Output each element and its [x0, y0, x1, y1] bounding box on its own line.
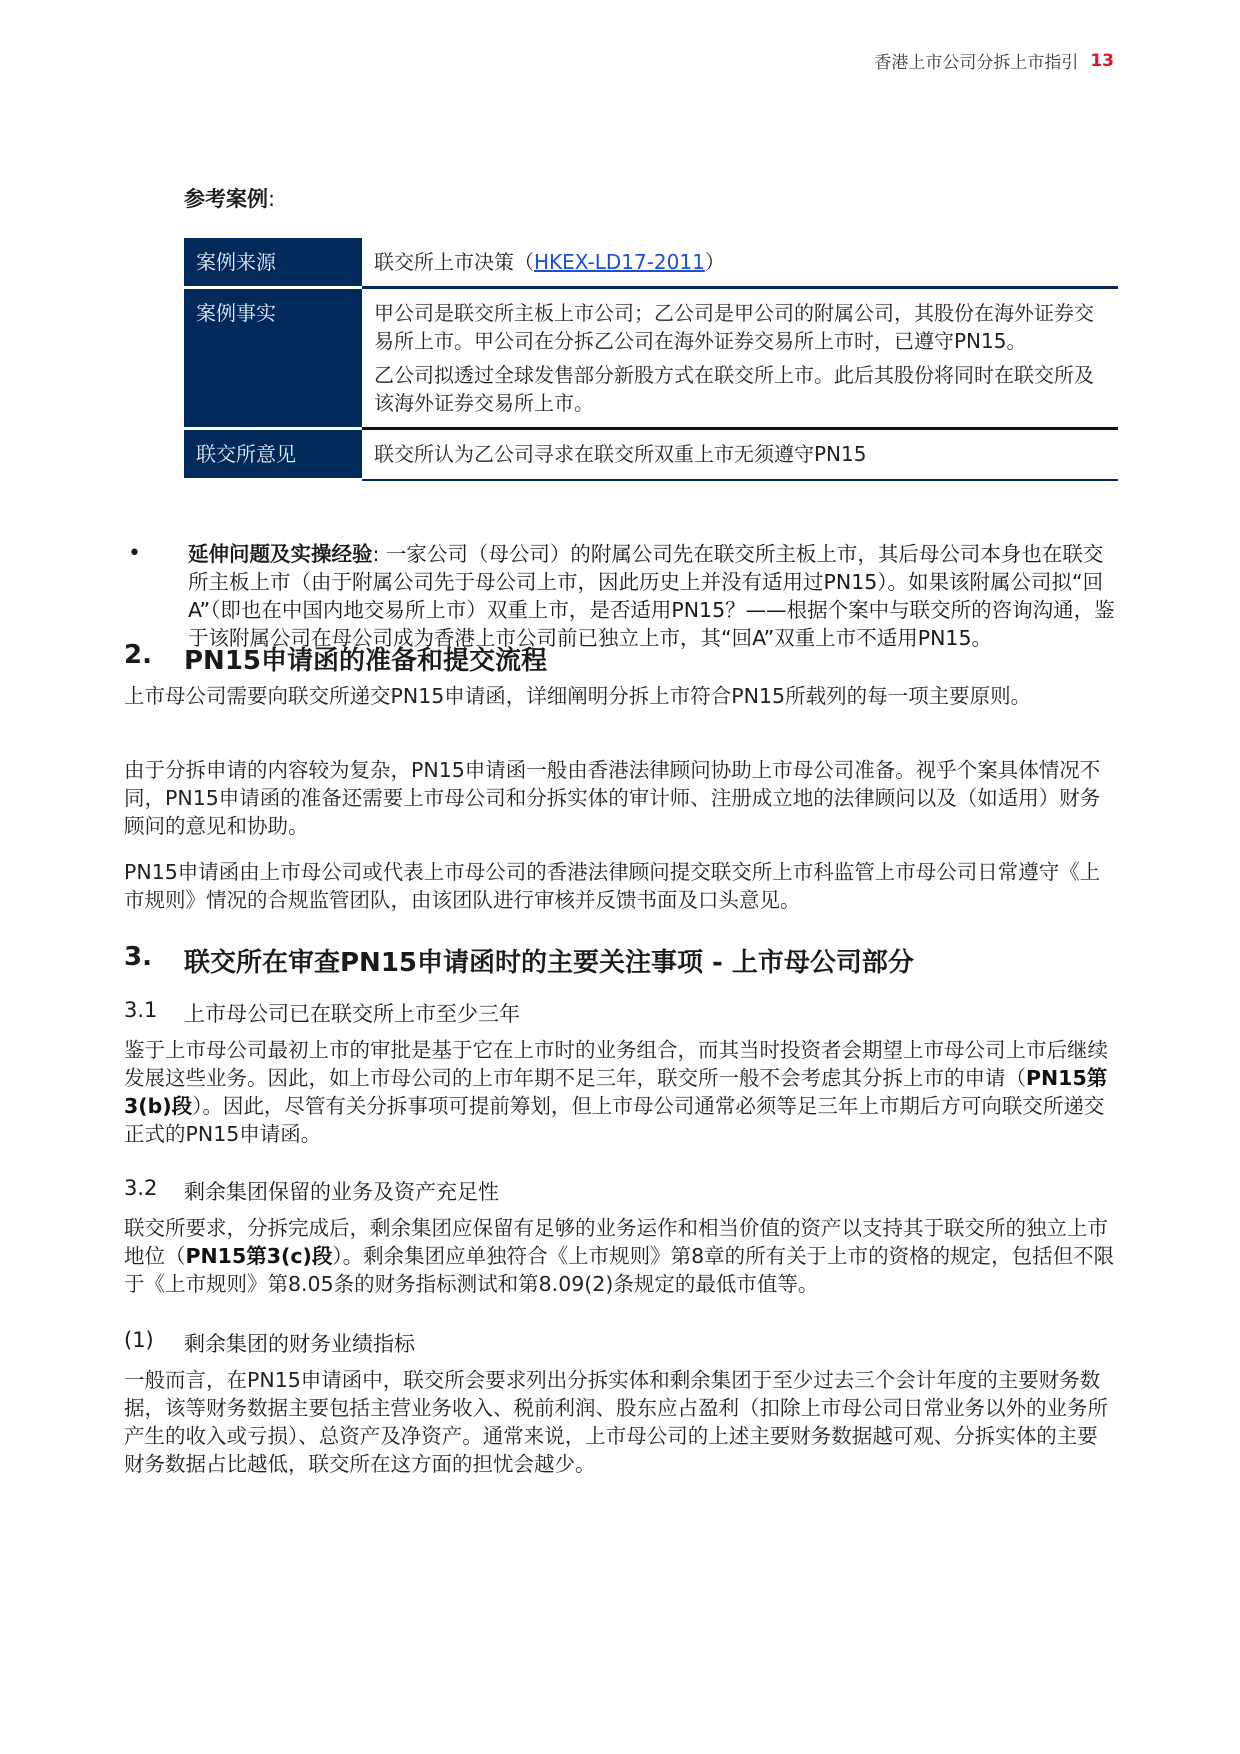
- section-heading-2: [124, 640, 547, 677]
- source-text: 联交所上市决策（: [374, 250, 534, 274]
- section-title: PN15申请函的准备和提交流程: [184, 646, 547, 676]
- section-title: 联交所在审查PN15申请函时的主要关注事项 - 上市母公司部分: [184, 948, 914, 978]
- bullet-item: [124, 540, 1118, 652]
- row-value-facts: [362, 288, 1118, 429]
- subsection-heading-3-2: [124, 1176, 499, 1206]
- page-number: 13: [1090, 50, 1114, 71]
- table-row: [184, 238, 1118, 288]
- case-reference-link[interactable]: HKEX-LD17-2011: [534, 250, 705, 274]
- row-value-opinion: 联交所认为乙公司寻求在联交所双重上市无须遵守PN15: [362, 429, 1118, 480]
- subsection-3-1-paragraph: [124, 1036, 1118, 1148]
- row-label-opinion: 联交所意见: [184, 429, 362, 480]
- item-heading-1: [124, 1328, 415, 1358]
- facts-paragraph: 乙公司拟透过全球发售部分新股方式在联交所上市。此后其股份将同时在联交所及该海外证券交易所上市。: [374, 363, 1094, 415]
- table-row: [184, 288, 1118, 429]
- row-value-source: [362, 238, 1118, 288]
- paragraph-bold-ref: PN15第3(b)段: [124, 1066, 1108, 1118]
- paragraph-text: ）。剩余集团应单独符合《上市规则》第8章的所有关于上市的资格的规定，包括但不限于《上市规则》第8.05条的财务指标测试和第8.09(2)条规定的最低市值等。: [124, 1244, 1115, 1296]
- section-number: 3.: [124, 942, 152, 972]
- item-title: 剩余集团的财务业绩指标: [184, 1332, 415, 1356]
- subsection-title: 上市母公司已在联交所上市至少三年: [184, 1002, 520, 1026]
- bullet-bold-lead: 延伸问题及实操经验: [188, 542, 373, 566]
- section-number: 2.: [124, 640, 152, 670]
- section2-paragraph: 由于分拆申请的内容较为复杂，PN15申请函一般由香港法律顾问协助上市母公司准备。视乎个案具体情况不同，PN15申请函的准备还需要上市母公司和分拆实体的审计师、注册成立地的法律顾问以及（如适用）财务顾问的意见和协助。: [124, 758, 1101, 838]
- colon: :: [268, 187, 276, 211]
- paragraph-text: ）。因此，尽管有关分拆事项可提前筹划，但上市母公司通常必须等足三年上市期后方可向联交所递交正式的PN15申请函。: [124, 1094, 1105, 1146]
- paragraph-text: 联交所要求，分拆完成后，剩余集团应保留有足够的业务运作和相当价值的资产以支持其于联交所的独立上市地位（: [124, 1216, 1108, 1268]
- page-header: [874, 48, 1114, 73]
- subsection-title: 剩余集团保留的业务及资产充足性: [184, 1180, 499, 1204]
- source-text-suffix: ）: [704, 250, 725, 274]
- bullet-body: : 一家公司（母公司）的附属公司先在联交所主板上市，其后母公司本身也在联交所主板上市（由于附属公司先于母公司上市，因此历史上并没有适用过PN15）。如果该附属公司拟“回A”（即也在中国内地交易所上市）双重上市，是否适用PN15？——根据个案中与联交所的咨询沟通，鉴于该附属公司在母公司成为香港上市公司前已独立上市，其“回A”双重上市不适用PN15。: [188, 542, 1115, 650]
- item-number: (1): [124, 1328, 154, 1352]
- row-label-facts: 案例事实: [184, 288, 362, 429]
- subsection-heading-3-1: [124, 998, 520, 1028]
- reference-case-table: [184, 238, 1118, 481]
- section2-paragraph: 上市母公司需要向联交所递交PN15申请函，详细阐明分拆上市符合PN15所载列的每一项主要原则。: [124, 684, 1032, 708]
- subsection-3-2-paragraph: [124, 1214, 1118, 1298]
- section2-paragraph: PN15申请函由上市母公司或代表上市母公司的香港法律顾问提交联交所上市科监管上市母公司日常遵守《上市规则》情况的合规监管团队，由该团队进行审核并反馈书面及口头意见。: [124, 860, 1101, 912]
- reference-case-title: [184, 183, 275, 213]
- subsection-number: 3.2: [124, 1176, 158, 1200]
- paragraph-bold-ref: PN15第3(c)段: [185, 1244, 333, 1268]
- reference-case-title-text: 参考案例: [184, 187, 268, 211]
- table-row: [184, 429, 1118, 480]
- subsection-number: 3.1: [124, 998, 158, 1022]
- paragraph-text: 鉴于上市母公司最初上市的审批是基于它在上市时的业务组合，而其当时投资者会期望上市母公司上市后继续发展这些业务。因此，如上市母公司的上市年期不足三年，联交所一般不会考虑其分拆上市的申请（: [124, 1038, 1108, 1090]
- facts-paragraph: 甲公司是联交所主板上市公司；乙公司是甲公司的附属公司，其股份在海外证券交易所上市。甲公司在分拆乙公司在海外证券交易所上市时，已遵守PN15。: [374, 301, 1094, 353]
- row-label-source: 案例来源: [184, 238, 362, 288]
- item-1-paragraph: 一般而言，在PN15申请函中，联交所会要求列出分拆实体和剩余集团于至少过去三个会计年度的主要财务数据，该等财务数据主要包括主营业务收入、税前利润、股东应占盈利（扣除上市母公司日常业务以外的业务所产生的收入或亏损）、总资产及净资产。通常来说，上市母公司的上述主要财务数据越可观、分拆实体的主要财务数据占比越低，联交所在这方面的担忧会越少。: [124, 1368, 1108, 1476]
- bullet-marker: •: [128, 541, 141, 566]
- bullet-text: [188, 540, 1118, 652]
- section-heading-3: [124, 942, 914, 979]
- document-title: 香港上市公司分拆上市指引: [874, 53, 1079, 73]
